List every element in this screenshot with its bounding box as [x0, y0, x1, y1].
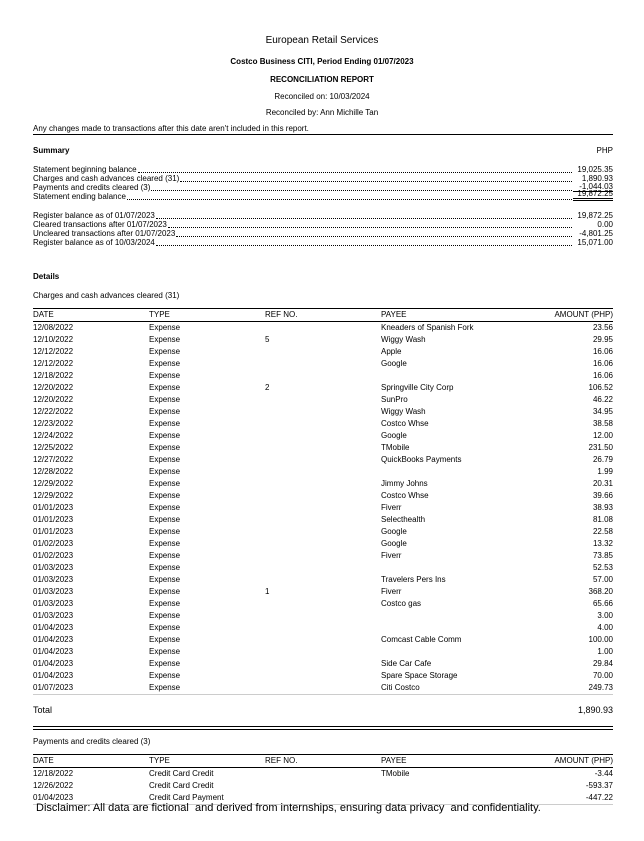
- cell-date: 01/03/2023: [33, 599, 74, 608]
- table-row: [33, 598, 613, 610]
- table-row: [33, 490, 613, 502]
- dotted-leader: [156, 244, 572, 246]
- table-row: [33, 334, 613, 346]
- cell-type: Expense: [149, 407, 181, 416]
- summary-row-label: Statement beginning balance: [33, 165, 137, 174]
- cell-date: 01/04/2023: [33, 623, 74, 632]
- payments-table: [33, 754, 613, 805]
- cell-ref: [265, 418, 381, 430]
- cell-payee: Springville City Corp: [381, 383, 454, 392]
- cell-type: Expense: [149, 479, 181, 488]
- cell-payee: Fiverr: [381, 551, 402, 560]
- cell-date: 01/03/2023: [33, 611, 74, 620]
- dotted-leader: [151, 189, 572, 191]
- cell-amount: 16.06: [592, 371, 613, 380]
- summary-row-label: Cleared transactions after 01/07/2023: [33, 220, 167, 229]
- table-row: [33, 442, 613, 454]
- cell-ref: [265, 634, 381, 646]
- table-row: [33, 406, 613, 418]
- cell-amount: 106.52: [588, 383, 613, 392]
- summary-row-label: Register balance as of 01/07/2023: [33, 211, 155, 220]
- cell-payee: Wiggy Wash: [381, 335, 426, 344]
- cell-amount: 13.32: [592, 539, 613, 548]
- table-row: [33, 622, 613, 634]
- cell-date: 01/01/2023: [33, 527, 74, 536]
- section-divider: [33, 726, 613, 730]
- charges-total-row: [33, 705, 613, 715]
- col-header-payee: PAYEE: [381, 309, 521, 322]
- charges-table-body: [33, 322, 613, 695]
- charges-section-title: Charges and cash advances cleared (31): [33, 291, 180, 300]
- cell-payee: [381, 780, 521, 792]
- cell-date: 01/03/2023: [33, 587, 74, 596]
- cell-amount: 20.31: [592, 479, 613, 488]
- col-header-ref: REF NO.: [265, 755, 381, 768]
- dotted-leader: [180, 180, 572, 182]
- cell-amount: 26.79: [592, 455, 613, 464]
- cell-payee: [381, 646, 521, 658]
- summary-row-label: Register balance as of 10/03/2024: [33, 238, 155, 247]
- cell-amount: 57.00: [592, 575, 613, 584]
- cell-ref: [265, 466, 381, 478]
- cell-payee: QuickBooks Payments: [381, 455, 462, 464]
- cell-type: Expense: [149, 323, 181, 332]
- cell-payee: Apple: [381, 347, 402, 356]
- cell-type: Expense: [149, 587, 181, 596]
- cell-amount: 39.66: [592, 491, 613, 500]
- changes-notice: Any changes made to transactions after this date aren't included in this report.: [33, 124, 613, 135]
- cell-ref: [265, 538, 381, 550]
- cell-ref: [265, 658, 381, 670]
- table-row: [33, 586, 613, 598]
- cell-payee: TMobile: [381, 443, 410, 452]
- cell-type: Expense: [149, 647, 181, 656]
- summary-row-value: 15,071.00: [577, 238, 613, 247]
- cell-type: Expense: [149, 371, 181, 380]
- cell-payee: Fiverr: [381, 587, 402, 596]
- cell-date: 12/27/2022: [33, 455, 74, 464]
- table-row: [33, 430, 613, 442]
- summary-row: [33, 229, 613, 238]
- dotted-leader: [127, 198, 572, 200]
- summary-row: [33, 165, 613, 174]
- cell-payee: Spare Space Storage: [381, 671, 458, 680]
- cell-ref: [265, 682, 381, 695]
- cell-amount: 368.20: [588, 587, 613, 596]
- cell-payee: Selecthealth: [381, 515, 426, 524]
- cell-payee: Travelers Pers Ins: [381, 575, 446, 584]
- cell-date: 12/10/2022: [33, 335, 74, 344]
- cell-type: Expense: [149, 395, 181, 404]
- summary-row-label: Charges and cash advances cleared (31): [33, 174, 180, 183]
- cell-amount: -593.37: [585, 781, 613, 790]
- summary-row: [33, 220, 613, 229]
- table-row: [33, 768, 613, 781]
- cell-type: Expense: [149, 611, 181, 620]
- summary-row-value: 19,872.25: [577, 211, 613, 220]
- register-summary: [33, 211, 613, 247]
- cell-payee: SunPro: [381, 395, 408, 404]
- disclaimer-text: Disclaimer: All data are fictional and derived from internships, ensuring data privacy and confidentiality.: [36, 802, 541, 814]
- cell-date: 01/04/2023: [33, 635, 74, 644]
- cell-amount: 70.00: [592, 671, 613, 680]
- cell-date: 01/04/2023: [33, 792, 149, 805]
- currency-label: PHP: [596, 146, 613, 155]
- dotted-leader: [138, 171, 572, 173]
- cell-type: Expense: [149, 431, 181, 440]
- cell-type: Expense: [149, 515, 181, 524]
- cell-ref: [265, 574, 381, 586]
- table-row: [33, 502, 613, 514]
- cell-type: Expense: [149, 455, 181, 464]
- cell-ref: 1: [265, 587, 270, 596]
- cell-payee: Costco gas: [381, 599, 422, 608]
- cell-ref: [265, 346, 381, 358]
- table-row: [33, 658, 613, 670]
- cell-amount: 16.06: [592, 347, 613, 356]
- col-header-type: TYPE: [149, 755, 265, 768]
- cell-type: Credit Card Credit: [149, 781, 214, 790]
- table-row: [33, 478, 613, 490]
- cell-payee: Side Car Cafe: [381, 659, 432, 668]
- details-heading: Details: [33, 272, 60, 281]
- cell-type: Expense: [149, 383, 181, 392]
- table-row: [33, 670, 613, 682]
- cell-ref: [265, 526, 381, 538]
- report-title: RECONCILIATION REPORT: [270, 75, 374, 84]
- summary-row: [33, 238, 613, 247]
- cell-date: 01/02/2023: [33, 539, 74, 548]
- cell-ref: [265, 622, 381, 634]
- table-row: [33, 418, 613, 430]
- cell-amount: 4.00: [597, 623, 613, 632]
- table-row: [33, 780, 613, 792]
- cell-payee: [381, 466, 521, 478]
- cell-ref: [265, 442, 381, 454]
- dotted-leader: [176, 235, 572, 237]
- cell-amount: 100.00: [588, 635, 613, 644]
- cell-payee: Kneaders of Spanish Fork: [381, 323, 474, 332]
- payments-section-title: Payments and credits cleared (3): [33, 737, 151, 746]
- cell-ref: [265, 768, 381, 781]
- cell-payee: [381, 562, 521, 574]
- summary-row: [33, 189, 613, 201]
- cell-date: 12/23/2022: [33, 419, 74, 428]
- cell-date: 01/03/2023: [33, 563, 74, 572]
- cell-ref: [265, 562, 381, 574]
- table-row: [33, 610, 613, 622]
- cell-type: Credit Card Payment: [149, 792, 265, 805]
- cell-ref: [265, 406, 381, 418]
- cell-amount: 34.95: [592, 407, 613, 416]
- cell-payee: Wiggy Wash: [381, 407, 426, 416]
- cell-type: Expense: [149, 335, 181, 344]
- cell-ref: [265, 646, 381, 658]
- cell-date: 12/20/2022: [33, 395, 74, 404]
- cell-ref: [265, 550, 381, 562]
- cell-ref: [265, 502, 381, 514]
- summary-row-value: 19,872.25: [573, 189, 613, 201]
- cell-ref: [265, 490, 381, 502]
- cell-ref: [265, 394, 381, 406]
- reconciled-by: Reconciled by: Ann Michille Tan: [265, 108, 379, 117]
- cell-type: Expense: [149, 563, 181, 572]
- cell-ref: 5: [265, 335, 270, 344]
- table-row: [33, 574, 613, 586]
- cell-date: 01/07/2023: [33, 682, 149, 695]
- table-header-row: [33, 755, 613, 768]
- cell-payee: [381, 370, 521, 382]
- payments-table-body: [33, 768, 613, 805]
- charges-table: [33, 308, 613, 695]
- cell-amount: 249.73: [521, 682, 613, 695]
- table-row: [33, 550, 613, 562]
- cell-date: 12/29/2022: [33, 491, 74, 500]
- cell-amount: -447.22: [521, 792, 613, 805]
- cell-type: Expense: [149, 635, 181, 644]
- dotted-leader: [168, 226, 572, 228]
- cell-ref: [265, 454, 381, 466]
- cell-type: Expense: [149, 527, 181, 536]
- summary-row-value: 0.00: [597, 220, 613, 229]
- cell-type: Expense: [149, 659, 181, 668]
- total-value: 1,890.93: [577, 705, 613, 715]
- cell-type: Expense: [149, 539, 181, 548]
- cell-ref: [265, 478, 381, 490]
- col-header-type: TYPE: [149, 309, 265, 322]
- table-row: [33, 394, 613, 406]
- cell-type: Expense: [149, 503, 181, 512]
- cell-type: Expense: [149, 599, 181, 608]
- total-label: Total: [33, 705, 53, 715]
- table-row: [33, 646, 613, 658]
- cell-payee: TMobile: [381, 769, 410, 778]
- cell-amount: 22.58: [592, 527, 613, 536]
- cell-type: Expense: [149, 359, 181, 368]
- summary-row-value: 1,890.93: [581, 174, 613, 183]
- cell-payee: Costco Whse: [381, 491, 429, 500]
- cell-date: 01/02/2023: [33, 551, 74, 560]
- summary-heading: Summary: [33, 146, 70, 155]
- cell-amount: 231.50: [588, 443, 613, 452]
- cell-payee: Costco Whse: [381, 419, 429, 428]
- col-header-amount: AMOUNT (PHP): [521, 309, 613, 322]
- cell-ref: [265, 430, 381, 442]
- cell-date: 12/08/2022: [33, 323, 74, 332]
- cell-type: Expense: [149, 682, 265, 695]
- dotted-leader: [156, 217, 572, 219]
- col-header-amount: AMOUNT (PHP): [521, 755, 613, 768]
- cell-type: Credit Card Credit: [149, 769, 214, 778]
- cell-date: 12/18/2022: [33, 371, 74, 380]
- summary-row: [33, 174, 613, 183]
- table-row: [33, 526, 613, 538]
- cell-amount: 81.08: [592, 515, 613, 524]
- cell-ref: [265, 514, 381, 526]
- cell-date: 12/25/2022: [33, 443, 74, 452]
- summary-row-label: Payments and credits cleared (3): [33, 183, 151, 192]
- cell-amount: 65.66: [592, 599, 613, 608]
- cell-type: Expense: [149, 443, 181, 452]
- cell-amount: -3.44: [594, 769, 613, 778]
- cell-payee: Google: [381, 527, 407, 536]
- table-row: [33, 562, 613, 574]
- col-header-date: DATE: [33, 309, 149, 322]
- cell-date: 01/04/2023: [33, 671, 74, 680]
- company-name: European Retail Services: [265, 35, 379, 46]
- cell-date: 01/04/2023: [33, 659, 74, 668]
- cell-date: 12/24/2022: [33, 431, 74, 440]
- table-row: [33, 682, 613, 695]
- cell-payee: [381, 622, 521, 634]
- cell-payee: Jimmy Johns: [381, 479, 428, 488]
- summary-row-value: -4,801.25: [579, 229, 613, 238]
- cell-type: Expense: [149, 551, 181, 560]
- cell-amount: 38.58: [592, 419, 613, 428]
- cell-amount: 29.95: [592, 335, 613, 344]
- col-header-date: DATE: [33, 755, 149, 768]
- cell-ref: [265, 610, 381, 622]
- cell-amount: 29.84: [592, 659, 613, 668]
- table-header-row: [33, 309, 613, 322]
- cell-ref: [265, 370, 381, 382]
- cell-date: 12/28/2022: [33, 467, 74, 476]
- cell-date: 12/22/2022: [33, 407, 74, 416]
- cell-amount: 46.22: [592, 395, 613, 404]
- cell-date: 12/12/2022: [33, 359, 74, 368]
- table-row: [33, 454, 613, 466]
- summary-row: [33, 211, 613, 220]
- table-row: [33, 358, 613, 370]
- cell-ref: [265, 358, 381, 370]
- table-row: [33, 370, 613, 382]
- cell-type: Expense: [149, 347, 181, 356]
- cell-ref: 2: [265, 383, 270, 392]
- cell-ref: [265, 670, 381, 682]
- cell-amount: 16.06: [592, 359, 613, 368]
- summary-row-value: 19,025.35: [577, 165, 613, 174]
- cell-amount: 1.99: [597, 467, 613, 476]
- cell-ref: [265, 322, 381, 335]
- table-row: [33, 634, 613, 646]
- cell-payee: Google: [381, 539, 407, 548]
- cell-amount: 1.00: [597, 647, 613, 656]
- cell-payee: Google: [381, 431, 407, 440]
- cell-date: 12/26/2022: [33, 781, 74, 790]
- cell-payee: Google: [381, 359, 407, 368]
- summary-row-label: Statement ending balance: [33, 192, 126, 201]
- summary-row: [33, 183, 613, 192]
- statement-summary: [33, 165, 613, 201]
- cell-amount: 73.85: [592, 551, 613, 560]
- cell-amount: 12.00: [592, 431, 613, 440]
- cell-type: Expense: [149, 575, 181, 584]
- summary-row-value: -1,044.03: [573, 182, 613, 192]
- cell-payee: [381, 610, 521, 622]
- cell-date: 12/20/2022: [33, 383, 74, 392]
- cell-type: Expense: [149, 467, 181, 476]
- table-row: [33, 346, 613, 358]
- cell-date: 01/01/2023: [33, 515, 74, 524]
- summary-row-label: Uncleared transactions after 01/07/2023: [33, 229, 176, 238]
- cell-payee: Fiverr: [381, 503, 402, 512]
- cell-amount: 38.93: [592, 503, 613, 512]
- table-row: [33, 466, 613, 478]
- cell-type: Expense: [149, 419, 181, 428]
- table-row: [33, 322, 613, 335]
- cell-payee: Citi Costco: [381, 682, 521, 695]
- cell-amount: 23.56: [592, 323, 613, 332]
- col-header-payee: PAYEE: [381, 755, 521, 768]
- reconciled-on: Reconciled on: 10/03/2024: [274, 92, 370, 101]
- cell-payee: Comcast Cable Comm: [381, 635, 462, 644]
- cell-date: 01/01/2023: [33, 503, 74, 512]
- cell-date: 12/18/2022: [33, 769, 74, 778]
- col-header-ref: REF NO.: [265, 309, 381, 322]
- cell-type: Expense: [149, 623, 181, 632]
- table-row: [33, 538, 613, 550]
- cell-ref: [265, 780, 381, 792]
- cell-date: 01/04/2023: [33, 647, 74, 656]
- cell-amount: 52.53: [592, 563, 613, 572]
- table-row: [33, 514, 613, 526]
- account-period: Costco Business CITI, Period Ending 01/07/2023: [230, 57, 414, 66]
- cell-date: 12/29/2022: [33, 479, 74, 488]
- cell-date: 01/03/2023: [33, 575, 74, 584]
- cell-type: Expense: [149, 671, 181, 680]
- cell-ref: [265, 598, 381, 610]
- cell-amount: 3.00: [597, 611, 613, 620]
- cell-type: Expense: [149, 491, 181, 500]
- table-row: [33, 382, 613, 394]
- cell-date: 12/12/2022: [33, 347, 74, 356]
